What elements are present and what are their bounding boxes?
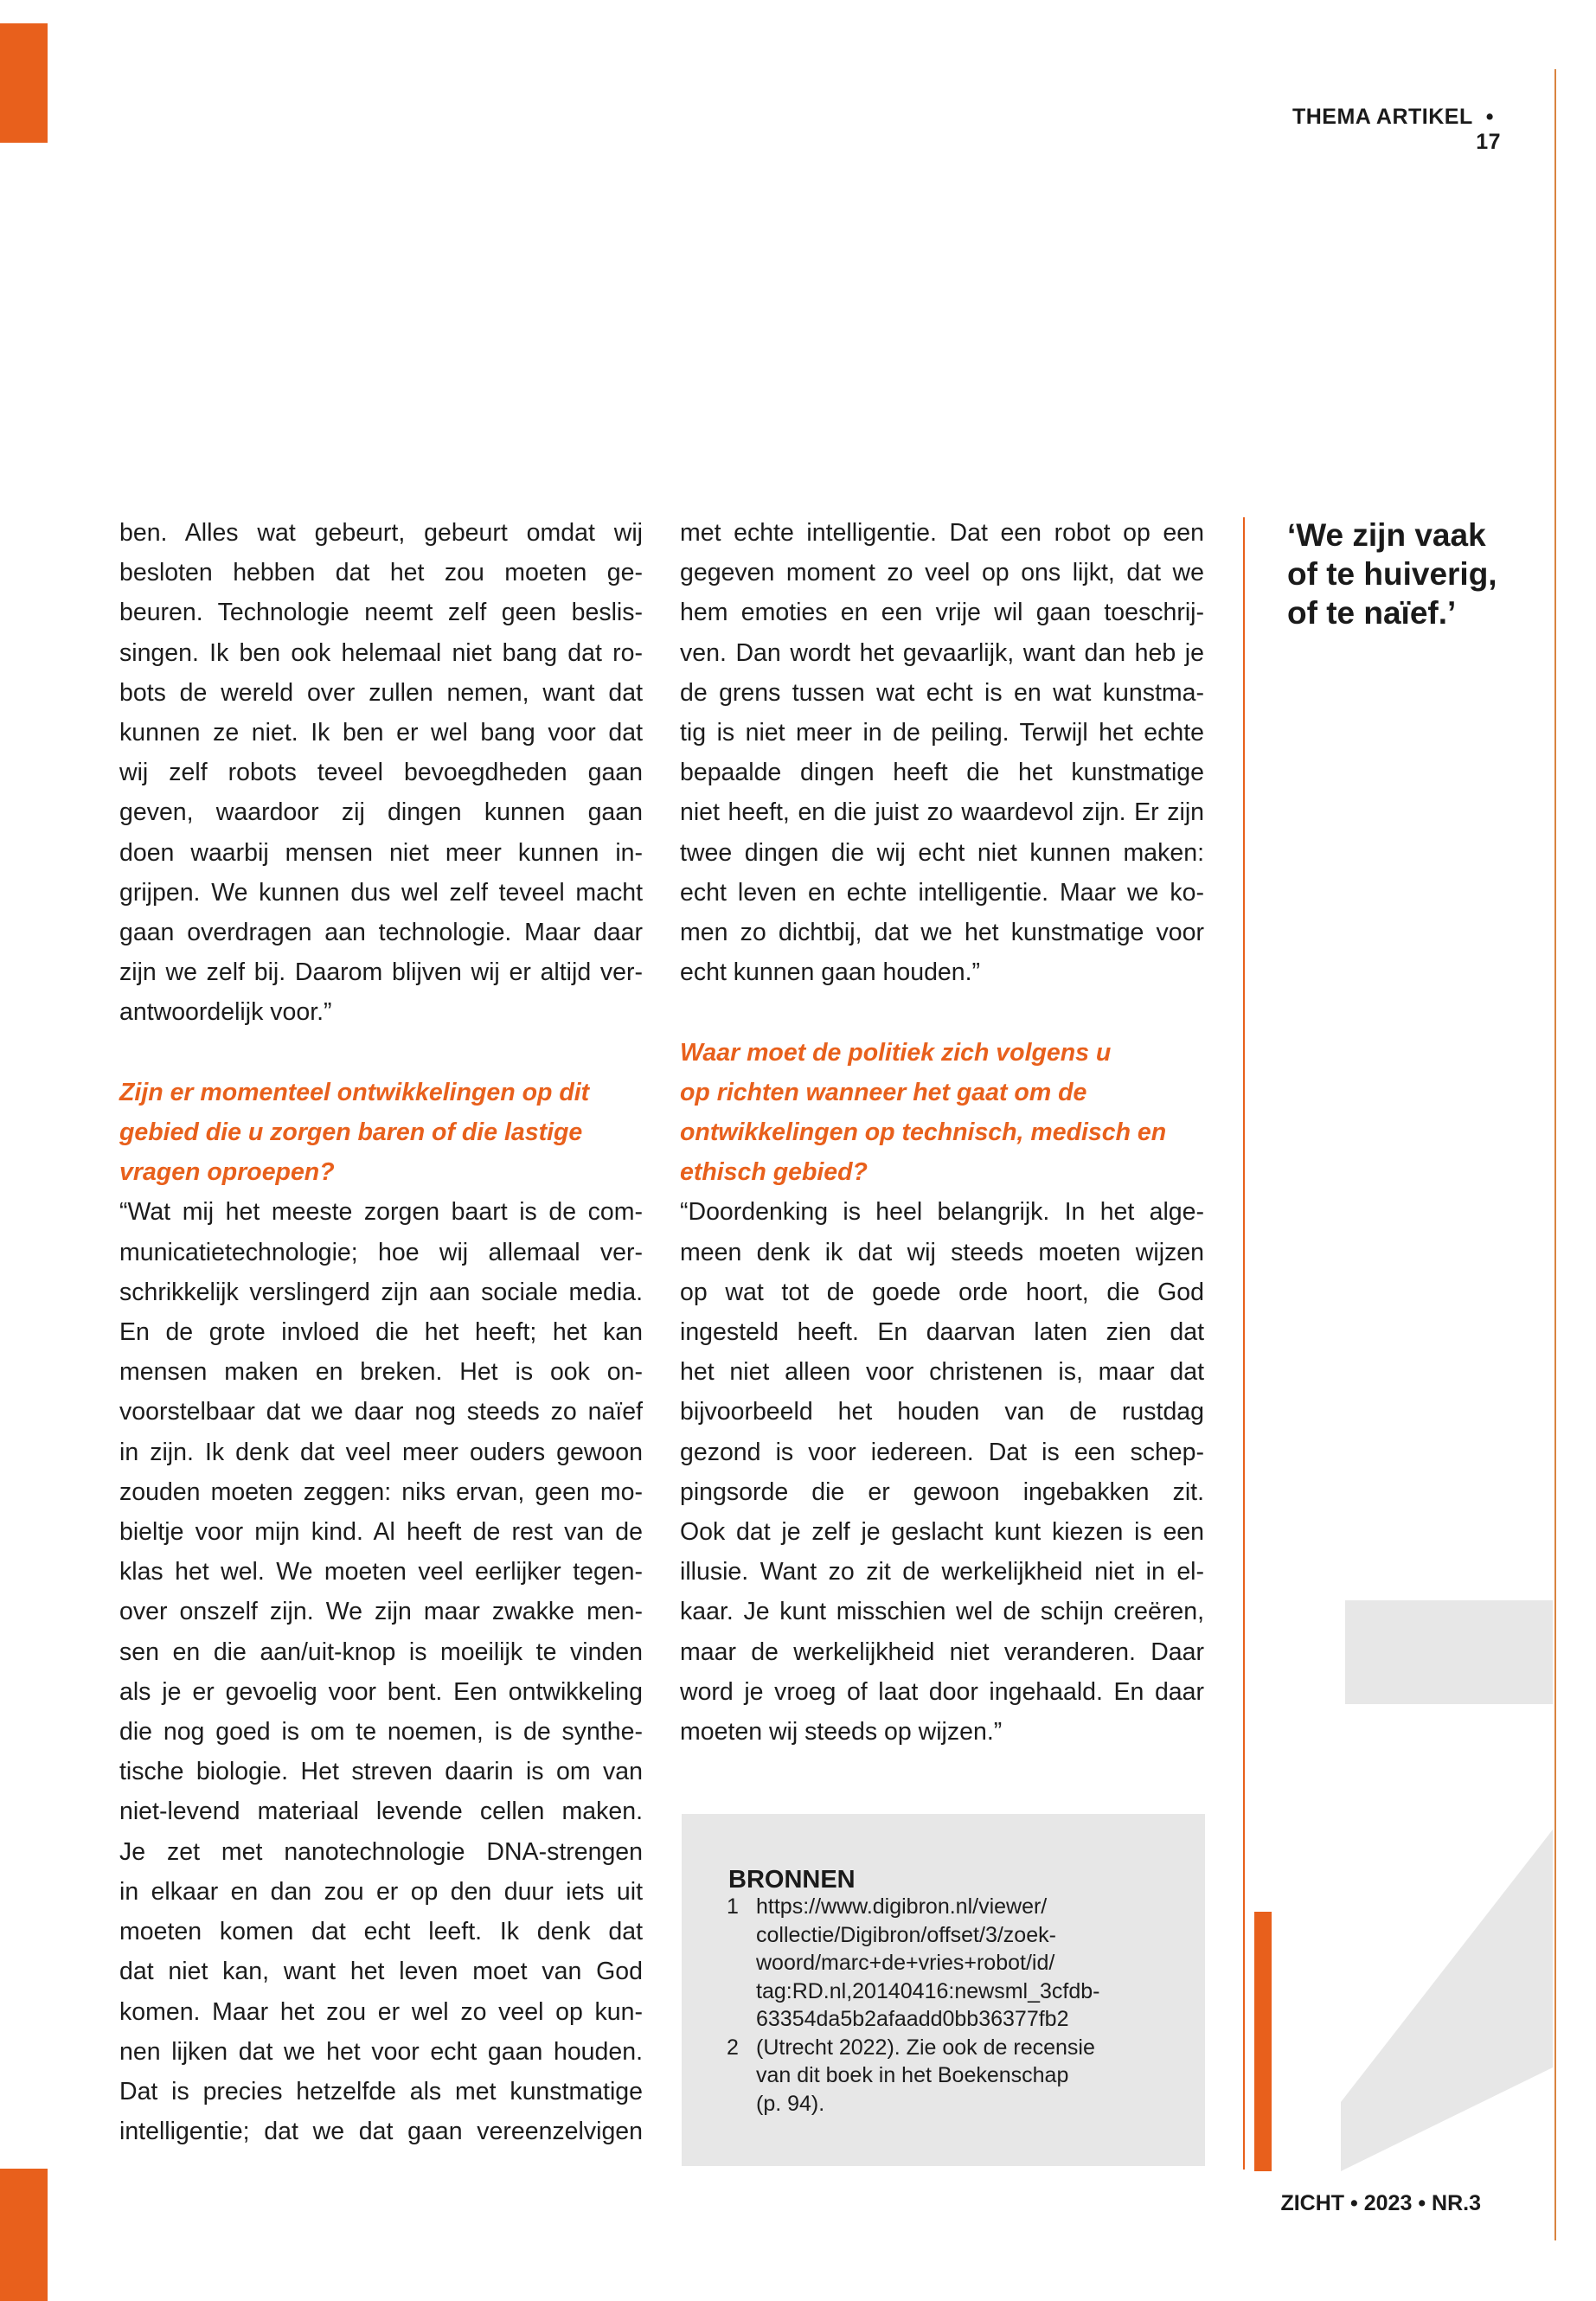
body-line: “Doordenking is heel belangrijk. In het alge- bbox=[680, 1198, 1204, 1227]
body-line: klas het wel. We moeten veel eerlijker tegen- bbox=[119, 1558, 643, 1586]
orange-tab-top bbox=[0, 23, 48, 143]
body-line: men zo dichtbij, dat we het kunstmatige voor bbox=[680, 919, 1204, 947]
body-line: kaar. Je kunt misschien wel de schijn creëren, bbox=[680, 1598, 1204, 1626]
source-text bbox=[756, 1893, 1176, 2034]
paragraph-gap bbox=[119, 1033, 643, 1073]
z-diagonal bbox=[1341, 1830, 1553, 2171]
body-line: niet heeft, en die juist zo waardevol zijn. Er zijn bbox=[680, 798, 1204, 827]
body-line: maar de werkelijkheid niet veranderen. Daar bbox=[680, 1638, 1204, 1666]
body-line: als je er gevoelig voor bent. Een ontwikkeling bbox=[119, 1677, 643, 1706]
source-text-line: (Utrecht 2022). Zie ook de recensie bbox=[756, 2035, 1095, 2060]
source-link-line[interactable]: collectie/Digibron/offset/3/zoek- bbox=[756, 1922, 1056, 1947]
orange-tab-bottom bbox=[0, 2169, 48, 2301]
body-line: moeten wij steeds op wijzen.” bbox=[680, 1718, 1003, 1747]
issue-year: 2023 bbox=[1363, 2191, 1413, 2215]
pull-quote-line: ‘We zijn vaak bbox=[1287, 517, 1486, 553]
body-line: bieltje voor mijn kind. Al heeft de rest van de bbox=[119, 1518, 643, 1547]
sidebar-rule bbox=[1243, 517, 1245, 2170]
source-text-line: (p. 94). bbox=[756, 2091, 825, 2116]
right-margin-rule bbox=[1554, 69, 1556, 2240]
header-separator: • bbox=[1485, 105, 1494, 129]
body-line: echt leven en echte intelligentie. Maar we ko- bbox=[680, 878, 1204, 907]
body-line: met echte intelligentie. Dat een robot op een bbox=[680, 519, 1204, 547]
body-line: En de grote invloed die het heeft; het kan bbox=[119, 1318, 643, 1347]
body-line: die nog goed is om te noemen, is de synthe- bbox=[119, 1718, 643, 1747]
body-line: word je vroeg of laat door ingehaald. En daar bbox=[680, 1677, 1204, 1706]
source-link-line[interactable]: woord/marc+de+vries+robot/id/ bbox=[756, 1951, 1055, 1975]
z-top-bar bbox=[1345, 1600, 1553, 1704]
body-line: zijn we zelf bij. Daarom blijven wij er altijd ver- bbox=[119, 958, 643, 987]
question-line: op richten wanneer het gaat om de bbox=[680, 1078, 1087, 1106]
question-line: ethisch gebied? bbox=[680, 1158, 868, 1187]
question-line: Zijn er momenteel ontwikkelingen op dit bbox=[119, 1078, 590, 1106]
body-line: geven, waardoor zij dingen kunnen gaan bbox=[119, 798, 643, 827]
body-line: municatietechnologie; hoe wij allemaal ver- bbox=[119, 1238, 643, 1266]
body-line: kunnen ze niet. Ik ben er wel bang voor dat bbox=[119, 719, 643, 747]
body-line: sen en die aan/uit-knop is moeilijk te vinden bbox=[119, 1638, 643, 1666]
question-line: gebied die u zorgen baren of die lastige bbox=[119, 1118, 583, 1147]
body-line: Je zet met nanotechnologie DNA-strengen bbox=[119, 1837, 643, 1866]
body-line: dat niet kan, want het leven moet van God bbox=[119, 1958, 643, 1986]
body-line: antwoordelijk voor.” bbox=[119, 998, 332, 1027]
accent-bar bbox=[1254, 1912, 1272, 2171]
body-line: gezond is voor iedereen. Dat is een schep- bbox=[680, 1438, 1204, 1466]
column-left bbox=[119, 513, 643, 2151]
body-line: in zijn. Ik denk dat veel meer ouders gewoon bbox=[119, 1438, 643, 1466]
body-line: gaan overdragen aan technologie. Maar daar bbox=[119, 919, 643, 947]
body-line: nen lijken dat we het voor echt gaan houden. bbox=[119, 2037, 643, 2066]
issue-number: NR.3 bbox=[1432, 2191, 1481, 2215]
source-number: 1 bbox=[727, 1894, 739, 1919]
body-line: over onszelf zijn. We zijn maar zwakke men- bbox=[119, 1598, 643, 1626]
body-line: tische biologie. Het streven daarin is om van bbox=[119, 1758, 643, 1786]
sources-list bbox=[727, 1893, 1176, 2118]
body-line: op wat tot de goede orde hoort, die God bbox=[680, 1278, 1204, 1306]
body-line: bepaalde dingen heeft die het kunstmatige bbox=[680, 759, 1204, 787]
body-line: komen. Maar het zou er wel zo veel op kun- bbox=[119, 1997, 643, 2026]
page-number: 17 bbox=[1476, 130, 1501, 154]
pull-quote-line: of te naïef.’ bbox=[1287, 595, 1457, 631]
body-line: besloten hebben dat het zou moeten ge- bbox=[119, 559, 643, 587]
body-line: meen denk ik dat wij steeds moeten wijzen bbox=[680, 1238, 1204, 1266]
body-line: hem emoties en een vrije wil gaan toeschrij- bbox=[680, 599, 1204, 627]
body-line: echt kunnen gaan houden.” bbox=[680, 958, 981, 987]
column-middle bbox=[680, 513, 1204, 1752]
body-line: pingsorde die er gewoon ingebakken zit. bbox=[680, 1477, 1204, 1506]
body-line: tig is niet meer in de peiling. Terwijl het echte bbox=[680, 719, 1204, 747]
body-line: Ook dat je zelf je geslacht kunt kiezen is een bbox=[680, 1518, 1204, 1547]
body-line: schrikkelijk verslingerd zijn aan sociale media. bbox=[119, 1278, 643, 1306]
magazine-name: ZICHT bbox=[1280, 2191, 1345, 2215]
body-line: doen waarbij mensen niet meer kunnen in- bbox=[119, 838, 643, 867]
decorative-z-shape bbox=[1254, 1600, 1553, 2171]
body-line: zouden moeten zeggen: niks ervan, geen mo- bbox=[119, 1477, 643, 1506]
source-link-line[interactable]: tag:RD.nl,20140416:newsml_3cfdb- bbox=[756, 1978, 1100, 2003]
source-link-line[interactable]: https://www.digibron.nl/viewer/ bbox=[756, 1894, 1048, 1919]
pull-quote bbox=[1287, 516, 1547, 632]
running-footer bbox=[1246, 2191, 1481, 2216]
source-number: 2 bbox=[727, 2035, 739, 2060]
source-item bbox=[727, 1893, 1176, 2034]
body-line: ben. Alles wat gebeurt, gebeurt omdat wij bbox=[119, 519, 643, 547]
body-line: gegeven moment zo veel op ons lijkt, dat we bbox=[680, 559, 1204, 587]
body-line: het niet alleen voor christenen is, maar dat bbox=[680, 1358, 1204, 1387]
body-line: Dat is precies hetzelfde als met kunstmatige bbox=[119, 2077, 643, 2106]
pull-quote-line: of te huiverig, bbox=[1287, 556, 1497, 592]
body-line: mensen maken en breken. Het is ook on- bbox=[119, 1358, 643, 1387]
body-line: wij zelf robots teveel bevoegdheden gaan bbox=[119, 759, 643, 787]
body-line: twee dingen die wij echt niet kunnen maken: bbox=[680, 838, 1204, 867]
body-line: in elkaar en dan zou er op den duur iets uit bbox=[119, 1877, 643, 1906]
body-line: beuren. Technologie neemt zelf geen beslis- bbox=[119, 599, 643, 627]
body-line: ingesteld heeft. En daarvan laten zien dat bbox=[680, 1318, 1204, 1347]
body-line: bots de wereld over zullen nemen, want dat bbox=[119, 678, 643, 707]
body-line: grijpen. We kunnen dus wel zelf teveel macht bbox=[119, 878, 643, 907]
body-line: de grens tussen wat echt is en wat kunstma- bbox=[680, 678, 1204, 707]
section-label: THEMA ARTIKEL bbox=[1292, 105, 1473, 129]
running-header bbox=[1267, 105, 1501, 155]
body-line: intelligentie; dat we dat gaan vereenzelvigen bbox=[119, 2118, 643, 2146]
sources-title: BRONNEN bbox=[728, 1866, 856, 1894]
body-line: illusie. Want zo zit de werkelijkheid niet in el- bbox=[680, 1558, 1204, 1586]
body-line: “Wat mij het meeste zorgen baart is de com- bbox=[119, 1198, 643, 1227]
question-line: vragen oproepen? bbox=[119, 1158, 335, 1187]
body-line: bijvoorbeeld het houden van de rustdag bbox=[680, 1398, 1204, 1426]
paragraph-gap bbox=[680, 992, 1204, 1032]
footer-separator-2: • bbox=[1418, 2191, 1426, 2215]
question-line: ontwikkelingen op technisch, medisch en bbox=[680, 1118, 1167, 1147]
body-line: moeten komen dat echt leeft. Ik denk dat bbox=[119, 1918, 643, 1946]
body-line: voorstelbaar dat we daar nog steeds zo naïef bbox=[119, 1398, 643, 1426]
source-text-line: van dit boek in het Boekenschap bbox=[756, 2063, 1069, 2087]
footer-separator-1: • bbox=[1350, 2191, 1358, 2215]
body-line: niet-levend materiaal levende cellen maken. bbox=[119, 1798, 643, 1826]
source-link-line[interactable]: 63354da5b2afaadd0bb36377fb2 bbox=[756, 2007, 1069, 2031]
source-text bbox=[756, 2034, 1176, 2118]
question-line: Waar moet de politiek zich volgens u bbox=[680, 1038, 1112, 1067]
body-line: singen. Ik ben ook helemaal niet bang dat ro- bbox=[119, 638, 643, 667]
source-item bbox=[727, 2034, 1176, 2118]
body-line: ven. Dan wordt het gevaarlijk, want dan heb je bbox=[680, 638, 1204, 667]
